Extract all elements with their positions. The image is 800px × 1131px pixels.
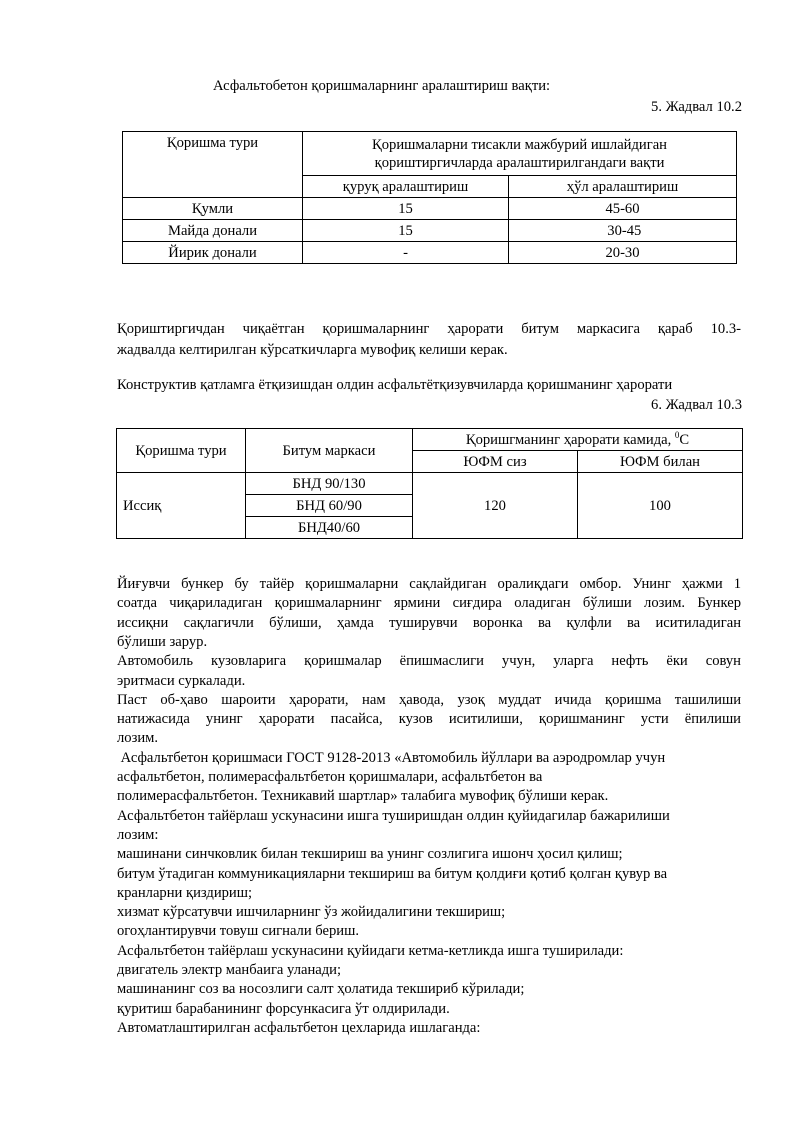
body-line: Асфальтбетон тайёрлаш ускунасини қуйидаги кетма-кетликда ишга туширилади: xyxy=(117,943,624,959)
body-line: Йиғувчи бункер бу тайёр қоришмаларни сақлайдиган оралиқдаги омбор. Унинг ҳажми 1 xyxy=(117,576,741,592)
body-line: Паст об-ҳаво шароити ҳарорати, нам ҳавода, узоқ муддат ичида қоришма ташилиши xyxy=(117,692,741,708)
table1-cell-dry: 15 xyxy=(303,220,509,242)
table1-cell-type: Йирик донали xyxy=(123,242,303,264)
mixing-time-table xyxy=(122,131,737,264)
table1-title: Асфальтобетон қоришмаларнинг аралаштириш вақти: xyxy=(213,78,551,94)
table2-header-without-pmm: ЮФМ сиз xyxy=(413,451,578,473)
body-line: огоҳлантирувчи товуш сигнали бериш. xyxy=(117,923,359,939)
paragraph-line: Қориштиргичдан чиқаётган қоришмаларнинг ҳарорати битум маркасига қараб 10.3- xyxy=(117,321,741,337)
body-line: қуритиш барабанининг форсункасига ўт олдирилади. xyxy=(117,1001,450,1017)
body-line: натижасида унинг ҳарорати пасайса, кузов иситилиши, қоришманинг усти ёпилиши xyxy=(117,711,741,727)
body-line: Автомобиль кузовларига қоришмалар ёпишмаслиги учун, уларга нефть ёки совун xyxy=(117,653,741,669)
table1-cell-type: Майда донали xyxy=(123,220,303,242)
body-line: кранларни қиздириш; xyxy=(117,885,253,901)
table1-cell-wet: 45-60 xyxy=(509,198,737,220)
body-line: Асфальтбетон қоришмаси ГОСТ 9128-2013 «Автомобиль йўллари ва аэродромлар учун xyxy=(117,750,666,766)
table1-cell-type: Қумли xyxy=(123,198,303,220)
table1-cell-dry: 15 xyxy=(303,198,509,220)
body-line: иссиқни сақлагичли бўлиши, ҳамда туширувчи воронка ва қулфли ва иситиладиган xyxy=(117,615,741,631)
table2-label: 6. Жадвал 10.3 xyxy=(651,397,742,413)
body-line: двигатель электр манбаига уланади; xyxy=(117,962,342,978)
table2-cell-grade: БНД 60/90 xyxy=(246,495,413,517)
table1-label: 5. Жадвал 10.2 xyxy=(651,99,742,115)
table1-cell-dry: - xyxy=(303,242,509,264)
body-line: лозим. xyxy=(117,730,159,746)
table1-header-group xyxy=(303,132,737,176)
body-line: соатда чиқариладиган қоришмаларнинг ярмини сиғдира оладиган бўлиши лозим. Бункер xyxy=(117,595,741,611)
table2-header-with-pmm: ЮФМ билан xyxy=(578,451,743,473)
temperature-table xyxy=(116,428,743,539)
body-line: Автоматлаштирилган асфальтбетон цехларида ишлаганда: xyxy=(117,1020,481,1036)
table2-title: Конструктив қатламга ётқизишдан олдин асфальтётқизувчиларда қоришманинг ҳарорати xyxy=(117,377,673,393)
table2-header-group-text: Қоришгманинг ҳарорати камида, xyxy=(465,431,675,448)
table1-cell-wet: 30-45 xyxy=(509,220,737,242)
body-line: битум ўтадиган коммуникацияларни текшириш ва битум қолдиғи қотиб қолган қувур ва xyxy=(117,866,668,882)
table1-header-wet: ҳўл аралаштириш xyxy=(509,176,737,198)
body-line: бўлиши зарур. xyxy=(117,634,208,650)
table2-header-group xyxy=(413,429,743,451)
table2-header-unit: С xyxy=(679,431,690,448)
body-line: хизмат кўрсатувчи ишчиларнинг ўз жойидалигини текшириш; xyxy=(117,904,506,920)
table2-cell-temp-without: 120 xyxy=(413,473,578,539)
table2-cell-grade: БНД 90/130 xyxy=(246,473,413,495)
table1-cell-wet: 20-30 xyxy=(509,242,737,264)
table1-header-group-line1: Қоришмаларни тисакли мажбурий ишлайдиган xyxy=(372,136,667,153)
table1-header-group-line2: қориштиргичларда аралаштирилгандаги вақти xyxy=(374,154,665,171)
body-line: асфальтбетон, полимерасфальтбетон қоришмалари, асфальтбетон ва xyxy=(117,769,543,785)
table2-header-bitumen: Битум маркаси xyxy=(246,429,413,473)
table-row xyxy=(117,473,743,495)
table2-header-mix-type: Қоришма тури xyxy=(117,429,246,473)
body-line: Асфальтбетон тайёрлаш ускунасини ишга туширишдан олдин қуйидагилар бажарилиши xyxy=(117,808,670,824)
paragraph-line: жадвалда келтирилган кўрсаткичларга мувофиқ келиши керак. xyxy=(117,342,508,358)
table-row xyxy=(123,220,737,242)
degree-sup: 0 xyxy=(674,429,680,440)
body-line: эритмаси суркалади. xyxy=(117,673,246,689)
table1-header-mix-type: Қоришма тури xyxy=(123,132,303,198)
table2-cell-grade: БНД40/60 xyxy=(246,517,413,539)
body-line: машинанинг соз ва носозлиги салт ҳолатида текшириб кўрилади; xyxy=(117,981,525,997)
table2-cell-temp-with: 100 xyxy=(578,473,743,539)
body-line: лозим: xyxy=(117,827,159,843)
table2-cell-type: Иссиқ xyxy=(117,473,246,539)
table-row xyxy=(123,198,737,220)
table1-header-dry: қуруқ аралаштириш xyxy=(303,176,509,198)
body-line: машинани синчковлик билан текшириш ва унинг созлигига ишонч ҳосил қилиш; xyxy=(117,846,623,862)
body-line: полимерасфальтбетон. Техникавий шартлар» талабига мувофиқ бўлиши керак. xyxy=(117,788,609,804)
table-row xyxy=(123,242,737,264)
